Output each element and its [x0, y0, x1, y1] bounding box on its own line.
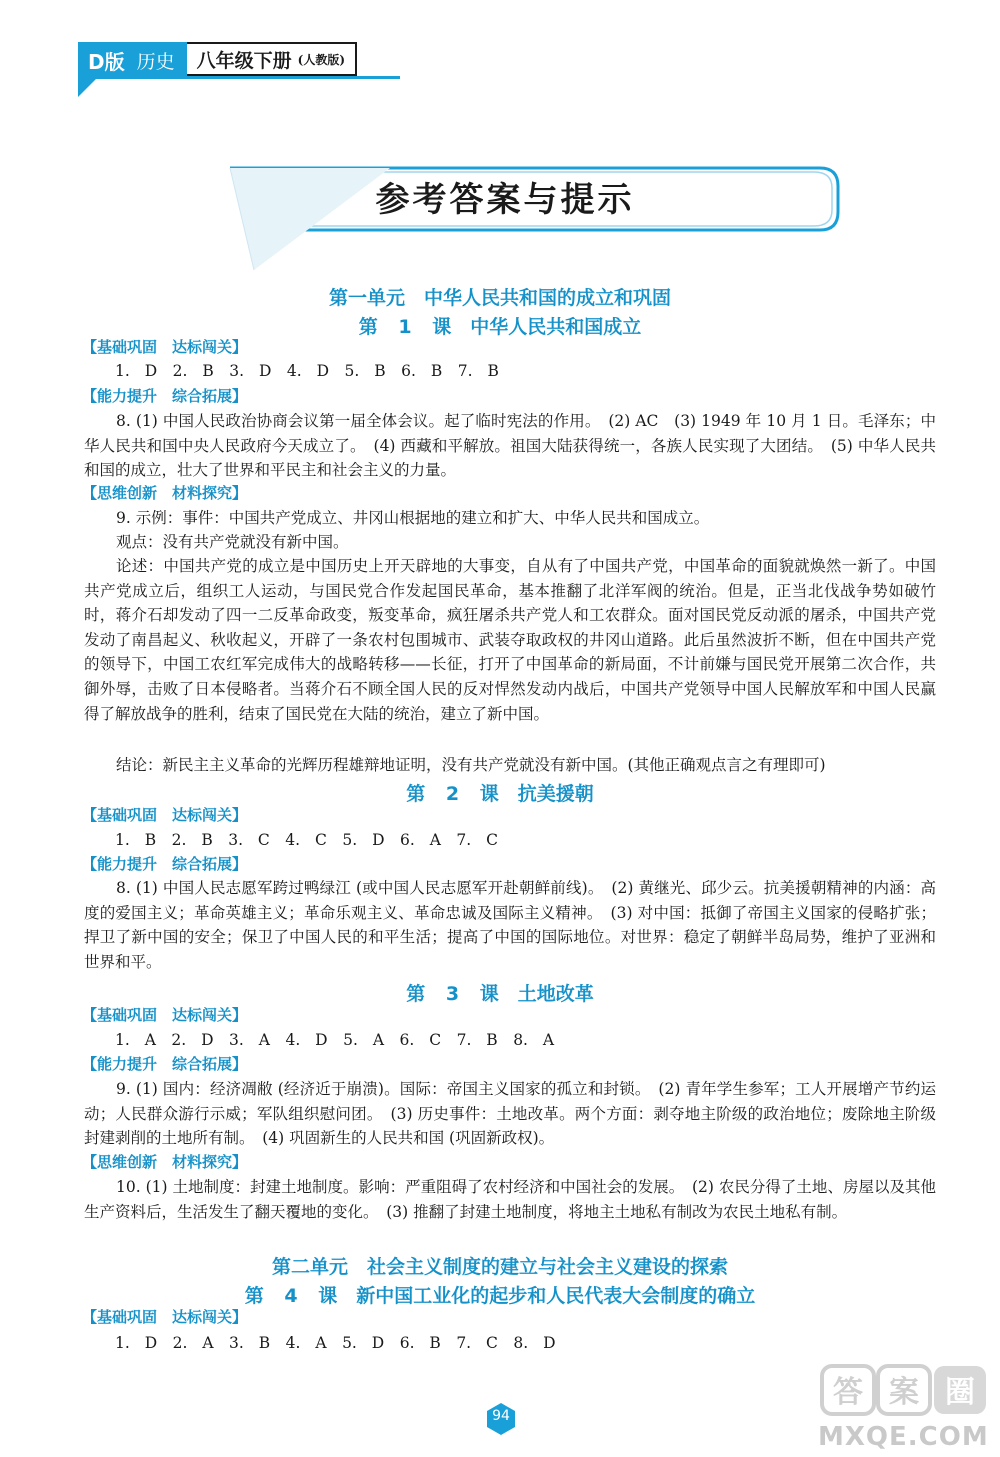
watermark-char-3: 圈: [945, 1375, 975, 1410]
section-tag: 【能力提升 综合拓展】: [82, 855, 248, 873]
section-tag: 【思维创新 材料探究】: [82, 484, 248, 502]
unit-heading: 第二单元 社会主义制度的建立与社会主义建设的探索: [271, 1256, 728, 1278]
answer-paragraph: 9. 示例：事件：中国共产党成立、井冈山根据地的建立和扩大、中华人民共和国成立。: [116, 509, 710, 527]
section-tag: 【基础巩固 达标闯关】: [82, 1006, 248, 1024]
answer-paragraph: 论述：中国共产党的成立是中国历史上开天辟地的大事变，自从有了中国共产党，中国革命的面貌就焕然一新了。中国共产党成立后，组织工人运动，与国民党合作发起国民革命，基本推翻了北洋军阀的统治。但是，正当北伐战争势如破竹时，蒋介石却发动了四一二反革命政变，叛变革命，疯狂屠杀共产党人和工农群众。面对国民党反动派的屠杀，中国共产党发动了南昌起义、秋收起义，开辟了一条农村包围城市、武装夺取政权的井冈山道路。此后虽然波折不断，但在中国共产党的领导下，中国工农红军完成伟大的战略转移——长征，打开了中国革命的新局面，不计前嫌与国民党开展第二次合作，共御外辱，击败了日本侵略者。当蒋介石不顾全国人民的反对悍然发动内战后，中国共产党领导中国人民解放军和中国人民赢得了解放战争的胜利，结束了国民党在大陆的统治，建立了新中国。: [84, 557, 936, 723]
watermark-char-1: 答: [833, 1375, 863, 1410]
watermark-site: MXQE.COM: [818, 1422, 989, 1452]
edition-label: (人教版): [297, 52, 345, 67]
answer-line: 1. D 2. B 3. D 4. D 5. B 6. B 7. B: [115, 362, 499, 380]
section-tag: 【能力提升 综合拓展】: [82, 1055, 248, 1073]
section-tag: 【基础巩固 达标闯关】: [82, 1308, 248, 1326]
lesson-heading: 第 3 课 土地改革: [406, 983, 594, 1005]
subject-label: 历史: [133, 42, 187, 76]
page-number: 94: [492, 1408, 510, 1424]
answer-paragraph: 观点：没有共产党就没有新中国。: [116, 533, 349, 551]
section-tag: 【基础巩固 达标闯关】: [82, 806, 248, 824]
watermark-char-2: 案: [889, 1375, 919, 1410]
header-underline: [78, 76, 400, 79]
answer-paragraph: 8. (1) 中国人民志愿军跨过鸭绿江 (或中国人民志愿军开赴朝鲜前线)。 (2) 黄继光、邱少云。抗美援朝精神的内涵：高度的爱国主义；革命英雄主义；革命乐观主义、革命忠诚及国际主义精神。 (3) 对中国：抵御了帝国主义国家的侵略扩张；捍卫了新中国的安全；保卫了中国人民的和平生活；提高了中国的国际地位。对世界：稳定了朝鲜半岛局势，维护了亚洲和世界和平。: [84, 879, 936, 971]
answer-line: 1. B 2. B 3. C 4. C 5. D 6. A 7. C: [115, 831, 498, 849]
answer-paragraph: 10. (1) 土地制度：封建土地制度。影响：严重阻碍了农村经济和中国社会的发展。 (2) 农民分得了土地、房屋以及其他生产资料后，生活发生了翻天覆地的变化。 (3) 推翻了封建土地制度，将地主土地私有制改为农民土地私有制。: [84, 1178, 936, 1221]
answer-line: 1. D 2. A 3. B 4. A 5. D 6. B 7. C 8. D: [115, 1334, 556, 1352]
grade-label: 八年级下册: [196, 49, 292, 72]
answer-line: 1. A 2. D 3. A 4. D 5. A 6. C 7. B 8. A: [115, 1031, 555, 1049]
answer-paragraph: 8. (1) 中国人民政治协商会议第一届全体会议。起了临时宪法的作用。 (2) AC (3) 1949 年 10 月 1 日。毛泽东；中华人民共和国中央人民政府今天成立了。 (4) 西藏和平解放。祖国大陆获得统一，各族人民实现了大团结。 (5) 中华人民共和国的成立，壮大了世界和平民主和社会主义的力量。: [84, 412, 936, 480]
answer-paragraph: 9. (1) 国内：经济凋敝 (经济近于崩溃)。国际：帝国主义国家的孤立和封锁。 (2) 青年学生参军；工人开展增产节约运动；人民群众游行示威；军队组织慰问团。 (3) 历史事件：土地改革。两个方面：剥夺地主阶级的政治地位；废除地主阶级封建剥削的土地所有制。 (4) 巩固新生的人民共和国 (巩固新政权)。: [84, 1080, 936, 1148]
lesson-heading: 第 1 课 中华人民共和国成立: [358, 316, 642, 338]
watermark-logo-icon: [820, 1360, 990, 1420]
section-tag: 【思维创新 材料探究】: [82, 1153, 248, 1171]
lesson-heading: 第 2 课 抗美援朝: [406, 783, 594, 805]
lesson-heading: 第 4 课 新中国工业化的起步和人民代表大会制度的确立: [244, 1285, 756, 1307]
header-corner-icon: [78, 79, 96, 97]
section-tag: 【基础巩固 达标闯关】: [82, 338, 248, 356]
answer-paragraph: 结论：新民主主义革命的光辉历程雄辩地证明，没有共产党就没有新中国。(其他正确观点言之有理即可): [116, 756, 826, 774]
book-header: [78, 42, 357, 76]
grade-box: [187, 42, 357, 76]
unit-heading: 第一单元 中华人民共和国的成立和巩固: [328, 287, 671, 309]
section-tag: 【能力提升 综合拓展】: [82, 387, 248, 405]
page-title: 参考答案与提示: [375, 180, 635, 220]
version-label: D版: [78, 42, 133, 76]
